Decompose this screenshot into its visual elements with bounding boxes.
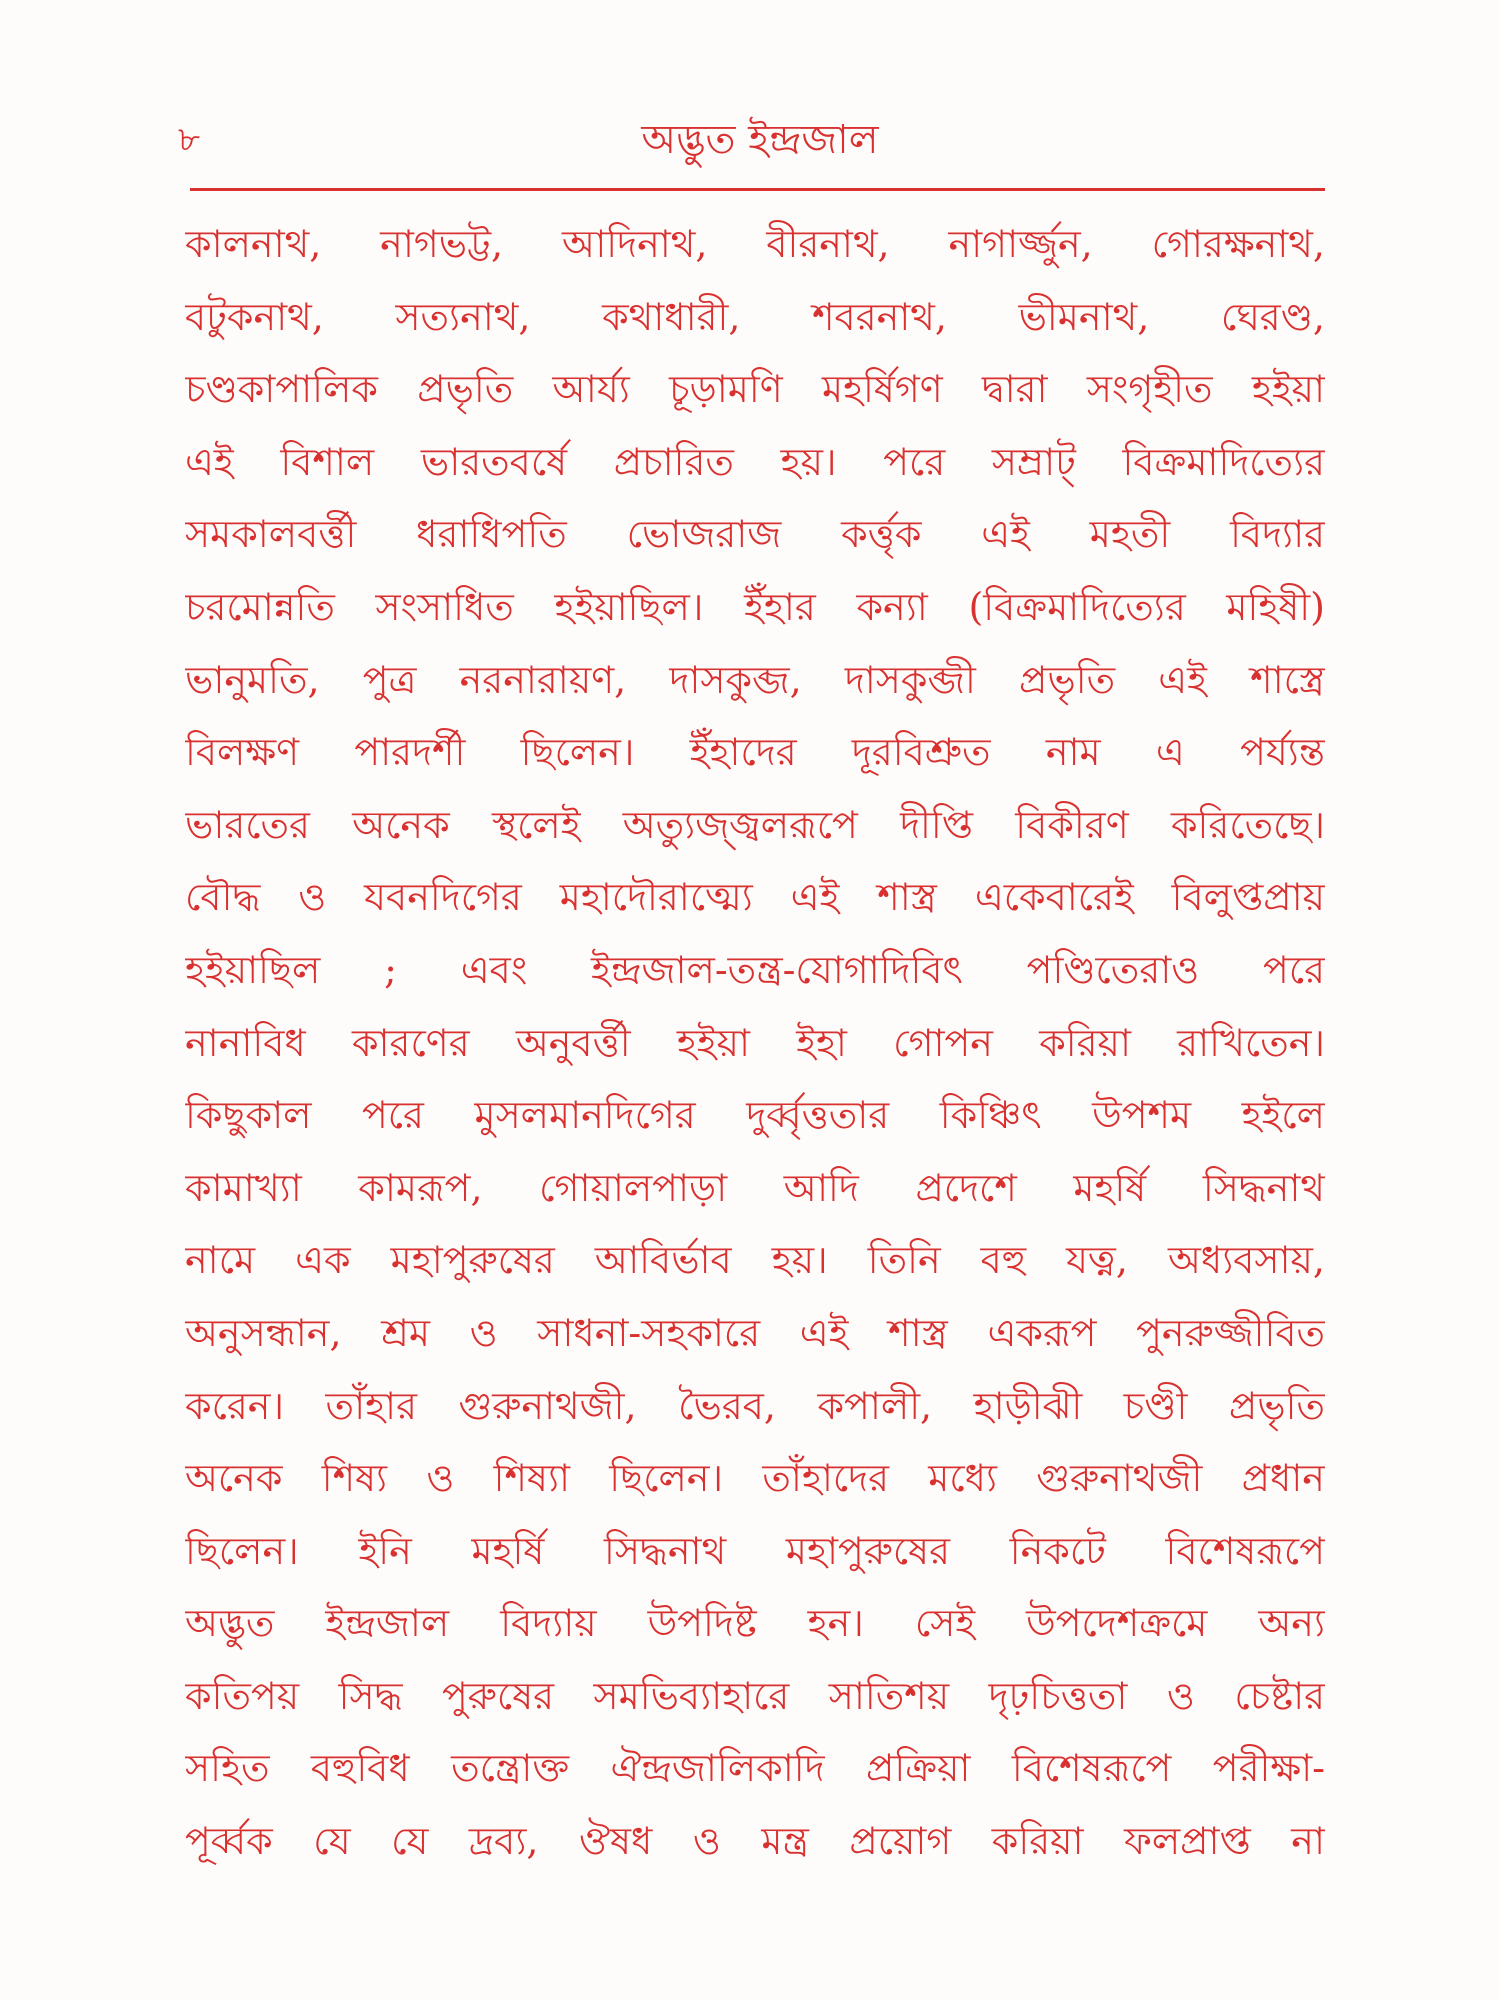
text-line: কামাখ্যা কামরূপ, গোয়ালপাড়া আদি প্রদেশে মহর্ষি সিদ্ধনাথ: [185, 1165, 1325, 1210]
text-line: করেন। তাঁহার গুরুনাথজী, ভৈরব, কপালী, হাড়ীঝী চণ্ডী প্রভৃতি: [185, 1383, 1325, 1428]
text-line: নানাবিধ কারণের অনুবর্ত্তী হইয়া ইহা গোপন করিয়া রাখিতেন।: [185, 1020, 1325, 1065]
text-line: কিছুকাল পরে মুসলমানদিগের দুর্ব্বৃত্ততার কিঞ্চিৎ উপশম হইলে: [185, 1093, 1325, 1138]
text-line: সহিত বহুবিধ তন্ত্রোক্ত ঐন্দ্রজালিকাদি প্রক্রিয়া বিশেষরূপে পরীক্ষা-: [185, 1746, 1325, 1791]
text-line: নামে এক মহাপুরুষের আবির্ভাব হয়। তিনি বহু যত্ন, অধ্যবসায়,: [185, 1238, 1325, 1283]
text-line: এই বিশাল ভারতবর্ষে প্রচারিত হয়। পরে সম্রাট্ বিক্রমাদিত্যের: [185, 439, 1325, 484]
text-line: পূর্ব্বক যে যে দ্রব্য, ঔষধ ও মন্ত্র প্রয়োগ করিয়া ফলপ্রাপ্ত না: [185, 1819, 1325, 1864]
body-text: [185, 208, 1325, 1878]
text-line: কতিপয় সিদ্ধ পুরুষের সমভিব্যাহারে সাতিশয় দৃঢ়চিত্ততা ও চেষ্টার: [185, 1673, 1325, 1718]
running-title: অদ্ভুত ইন্দ্রজাল: [641, 117, 879, 163]
text-line: অদ্ভুত ইন্দ্রজাল বিদ্যায় উপদিষ্ট হন। সেই উপদেশক্রমে অন্য: [185, 1601, 1325, 1646]
text-line: চরমোন্নতি সংসাধিত হইয়াছিল। ইঁহার কন্যা (বিক্রমাদিত্যের মহিষী): [185, 584, 1325, 629]
text-line: ছিলেন। ইনি মহর্ষি সিদ্ধনাথ মহাপুরুষের নিকটে বিশেষরূপে: [185, 1528, 1325, 1573]
text-line: ভারতের অনেক স্থলেই অত্যুজ্জ্বলরূপে দীপ্তি বিকীরণ করিতেছে।: [185, 802, 1325, 847]
text-line: চণ্ডকাপালিক প্রভৃতি আর্য্য চূড়ামণি মহর্ষিগণ দ্বারা সংগৃহীত হইয়া: [185, 367, 1325, 412]
text-line: হইয়াছিল ; এবং ইন্দ্রজাল-তন্ত্র-যোগাদিবিৎ পণ্ডিতেরাও পরে: [185, 947, 1325, 992]
page-number: ৮: [178, 120, 201, 160]
text-line: অনুসন্ধান, শ্রম ও সাধনা-সহকারে এই শাস্ত্র একরূপ পুনরুজ্জীবিত: [185, 1310, 1325, 1355]
text-line: অনেক শিষ্য ও শিষ্যা ছিলেন। তাঁহাদের মধ্যে গুরুনাথজী প্রধান: [185, 1456, 1325, 1501]
text-line: বটুকনাথ, সত্যনাথ, কথাধারী, শবরনাথ, ভীমনাথ, ঘেরণ্ড,: [185, 294, 1325, 339]
text-line: বৌদ্ধ ও যবনদিগের মহাদৌরাত্ম্যে এই শাস্ত্র একেবারেই বিলুপ্তপ্রায়: [185, 875, 1325, 920]
text-line: কালনাথ, নাগভট্ট, আদিনাথ, বীরনাথ, নাগার্জ্জুন, গোরক্ষনাথ,: [185, 222, 1325, 266]
text-line: বিলক্ষণ পারদর্শী ছিলেন। ইঁহাদের দূরবিশ্রুত নাম এ পর্য্যন্ত: [185, 730, 1325, 775]
text-line: ভানুমতি, পুত্র নরনারায়ণ, দাসকুব্জ, দাসকুব্জী প্রভৃতি এই শাস্ত্রে: [185, 657, 1325, 702]
header-rule: [190, 188, 1325, 191]
text-line: সমকালবর্ত্তী ধরাধিপতি ভোজরাজ কর্ত্তৃক এই মহতী বিদ্যার: [185, 512, 1325, 557]
